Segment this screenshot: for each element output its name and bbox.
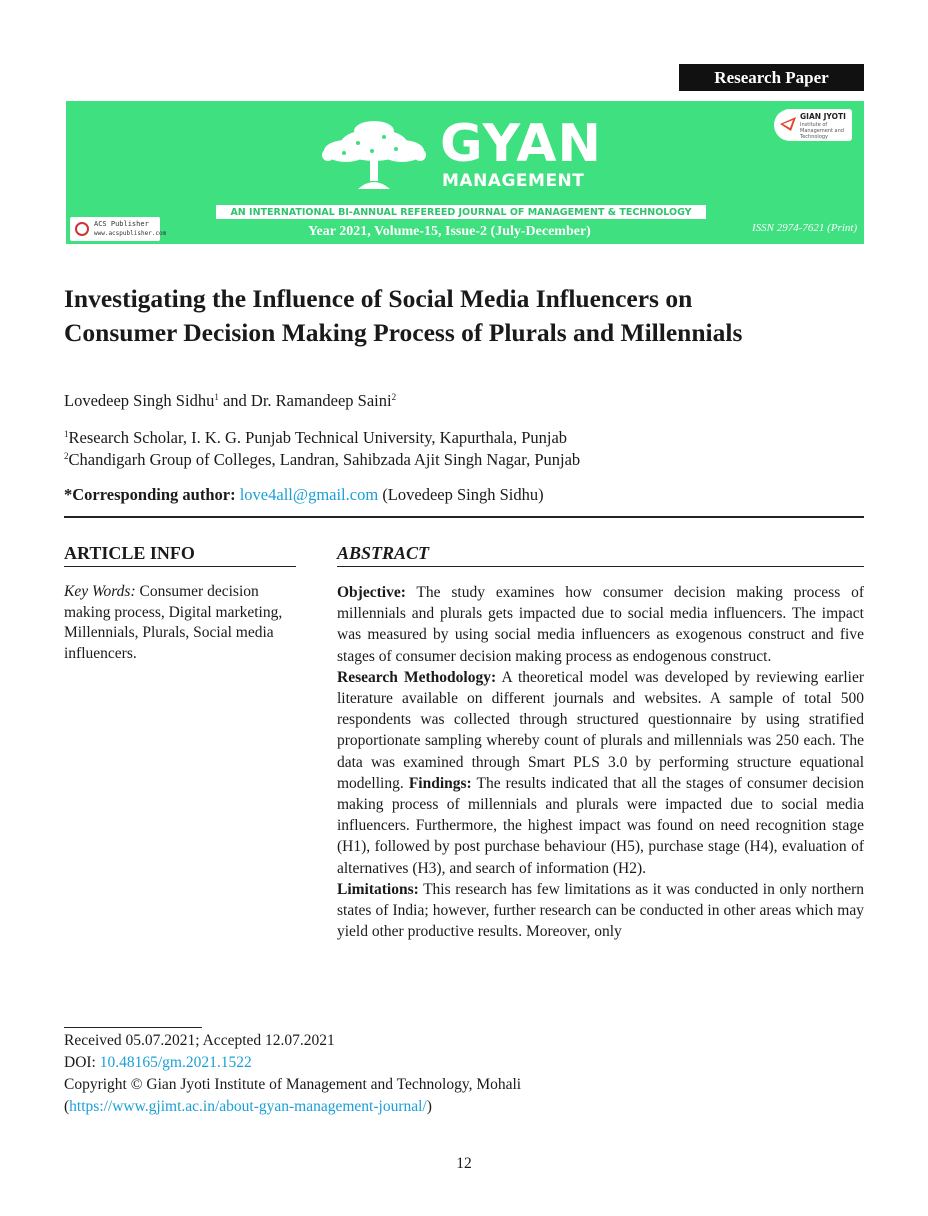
abstract-methodology — [337, 667, 864, 879]
methodology-text: A theoretical model was developed by reviewing earlier literature available on different journals and websites. A sample of total 500 respondents was collected through structured questionnaire by using stratified proportionate sampling whereby count of plurals and millennials was 250 each. The data was examined through Smart PLS 3.0 by performing structure equational modelling. — [337, 668, 864, 792]
url-open-paren: ( — [64, 1098, 70, 1115]
journal-subname: MANAGEMENT — [442, 171, 585, 191]
affiliation-2-text: Chandigarh Group of Colleges, Landran, Sahibzada Ajit Singh Nagar, Punjab — [68, 450, 581, 469]
url-close-paren: ) — [426, 1098, 432, 1115]
objective-label: Objective: — [337, 584, 406, 601]
author-and: and — [218, 391, 251, 410]
keywords-text: Consumer decision making process, Digital marketing, Millennials, Plurals, Social media influencers. — [64, 583, 283, 662]
journal-banner — [66, 101, 864, 244]
issn-text: ISSN 2974-7621 (Print) — [752, 222, 858, 234]
author-1: Lovedeep Singh Sidhu — [64, 391, 215, 410]
limitations-text: This research has few limitations as it was conducted in only northern states of India; however, further research can be conducted in other areas which may yield other productive results. Moreover, only — [337, 880, 864, 941]
abstract-objective — [337, 582, 864, 667]
corr-label: *Corresponding author: — [64, 485, 236, 504]
journal-url-line — [64, 1098, 432, 1116]
research-paper-tag: Research Paper — [679, 64, 864, 91]
article-info-underline — [64, 566, 296, 567]
copyright-line: Copyright © Gian Jyoti Institute of Management and Technology, Mohali — [64, 1076, 522, 1093]
author-2-sup: 2 — [391, 392, 397, 402]
keywords — [64, 582, 296, 664]
author-2: Dr. Ramandeep Saini — [250, 391, 392, 410]
affiliation-1-text: Research Scholar, I. K. G. Punjab Technical University, Kapurthala, Punjab — [68, 428, 568, 447]
findings-label: Findings: — [403, 774, 472, 792]
paper-title: Investigating the Influence of Social Media Influencers on Consumer Decision Making Process of Plurals and Millennials — [64, 284, 743, 347]
logo-name: GIAN JYOTI — [800, 112, 846, 121]
author-1-sup: 1 — [214, 392, 219, 402]
gian-jyoti-logo — [774, 109, 852, 141]
volume-issue-line: Year 2021, Volume-15, Issue-2 (July-December) — [308, 224, 591, 239]
findings-text: The results indicated that all the stages of consumer decision making process of millennials and plurals were impacted due to social media influencers. Furthermore, the highest impact was found on need recognition stage (H1), followed by post purchase behaviour (H5), purchase stage (H4), evaluation of alternatives (H3), and search of information (H2). — [337, 774, 864, 877]
affiliation-2-sup: 2 — [64, 451, 69, 461]
doi-label: DOI: — [64, 1054, 100, 1071]
tree-logo-icon — [314, 117, 434, 195]
institute-emblem-icon — [779, 115, 797, 133]
abstract-heading: ABSTRACT — [337, 543, 430, 563]
footnote-rule — [64, 1027, 202, 1028]
journal-strip-text: AN INTERNATIONAL BI-ANNUAL REFEREED JOURNAL OF MANAGEMENT & TECHNOLOGY — [216, 205, 706, 219]
article-info-heading: ARTICLE INFO — [64, 543, 195, 563]
acs-line2: www.acspublisher.com — [94, 230, 167, 237]
corr-email-link[interactable]: love4all@gmail.com — [239, 485, 379, 504]
abstract-body — [337, 582, 864, 990]
limitations-label: Limitations: — [337, 880, 419, 898]
affiliation-1 — [64, 428, 567, 448]
journal-url-link[interactable]: https://www.gjimt.ac.in/about-gyan-management-journal/ — [69, 1098, 427, 1115]
doi-link[interactable]: 10.48165/gm.2021.1522 — [99, 1054, 252, 1071]
abstract-underline — [337, 566, 864, 567]
affiliation-1-sup: 1 — [64, 429, 69, 439]
corr-name: (Lovedeep Singh Sidhu) — [378, 485, 544, 504]
objective-text: The study examines how consumer decision making process of millennials and plurals gets impacted due to social media influencers. The impact was measured by using social media influencers as exogenous construct and five stages of consumer decision making process as endogenous construct. — [337, 584, 864, 665]
affiliation-2 — [64, 450, 580, 470]
author-line — [64, 391, 396, 411]
keywords-label: Key Words: — [64, 583, 136, 600]
logo-sub: Institute of Management and Technology — [800, 122, 844, 140]
page-number: 12 — [456, 1155, 472, 1172]
received-accepted: Received 05.07.2021; Accepted 12.07.2021 — [64, 1032, 335, 1049]
methodology-label: Research Methodology: — [337, 668, 497, 686]
header-divider — [64, 516, 864, 518]
abstract-limitations — [337, 879, 864, 943]
publisher-icon — [75, 222, 89, 236]
acs-line1: ACS Publisher — [94, 220, 149, 228]
acs-publisher-badge — [70, 217, 167, 241]
corresponding-author — [64, 485, 544, 505]
doi-line — [64, 1054, 252, 1072]
journal-name: GYAN — [440, 114, 602, 174]
